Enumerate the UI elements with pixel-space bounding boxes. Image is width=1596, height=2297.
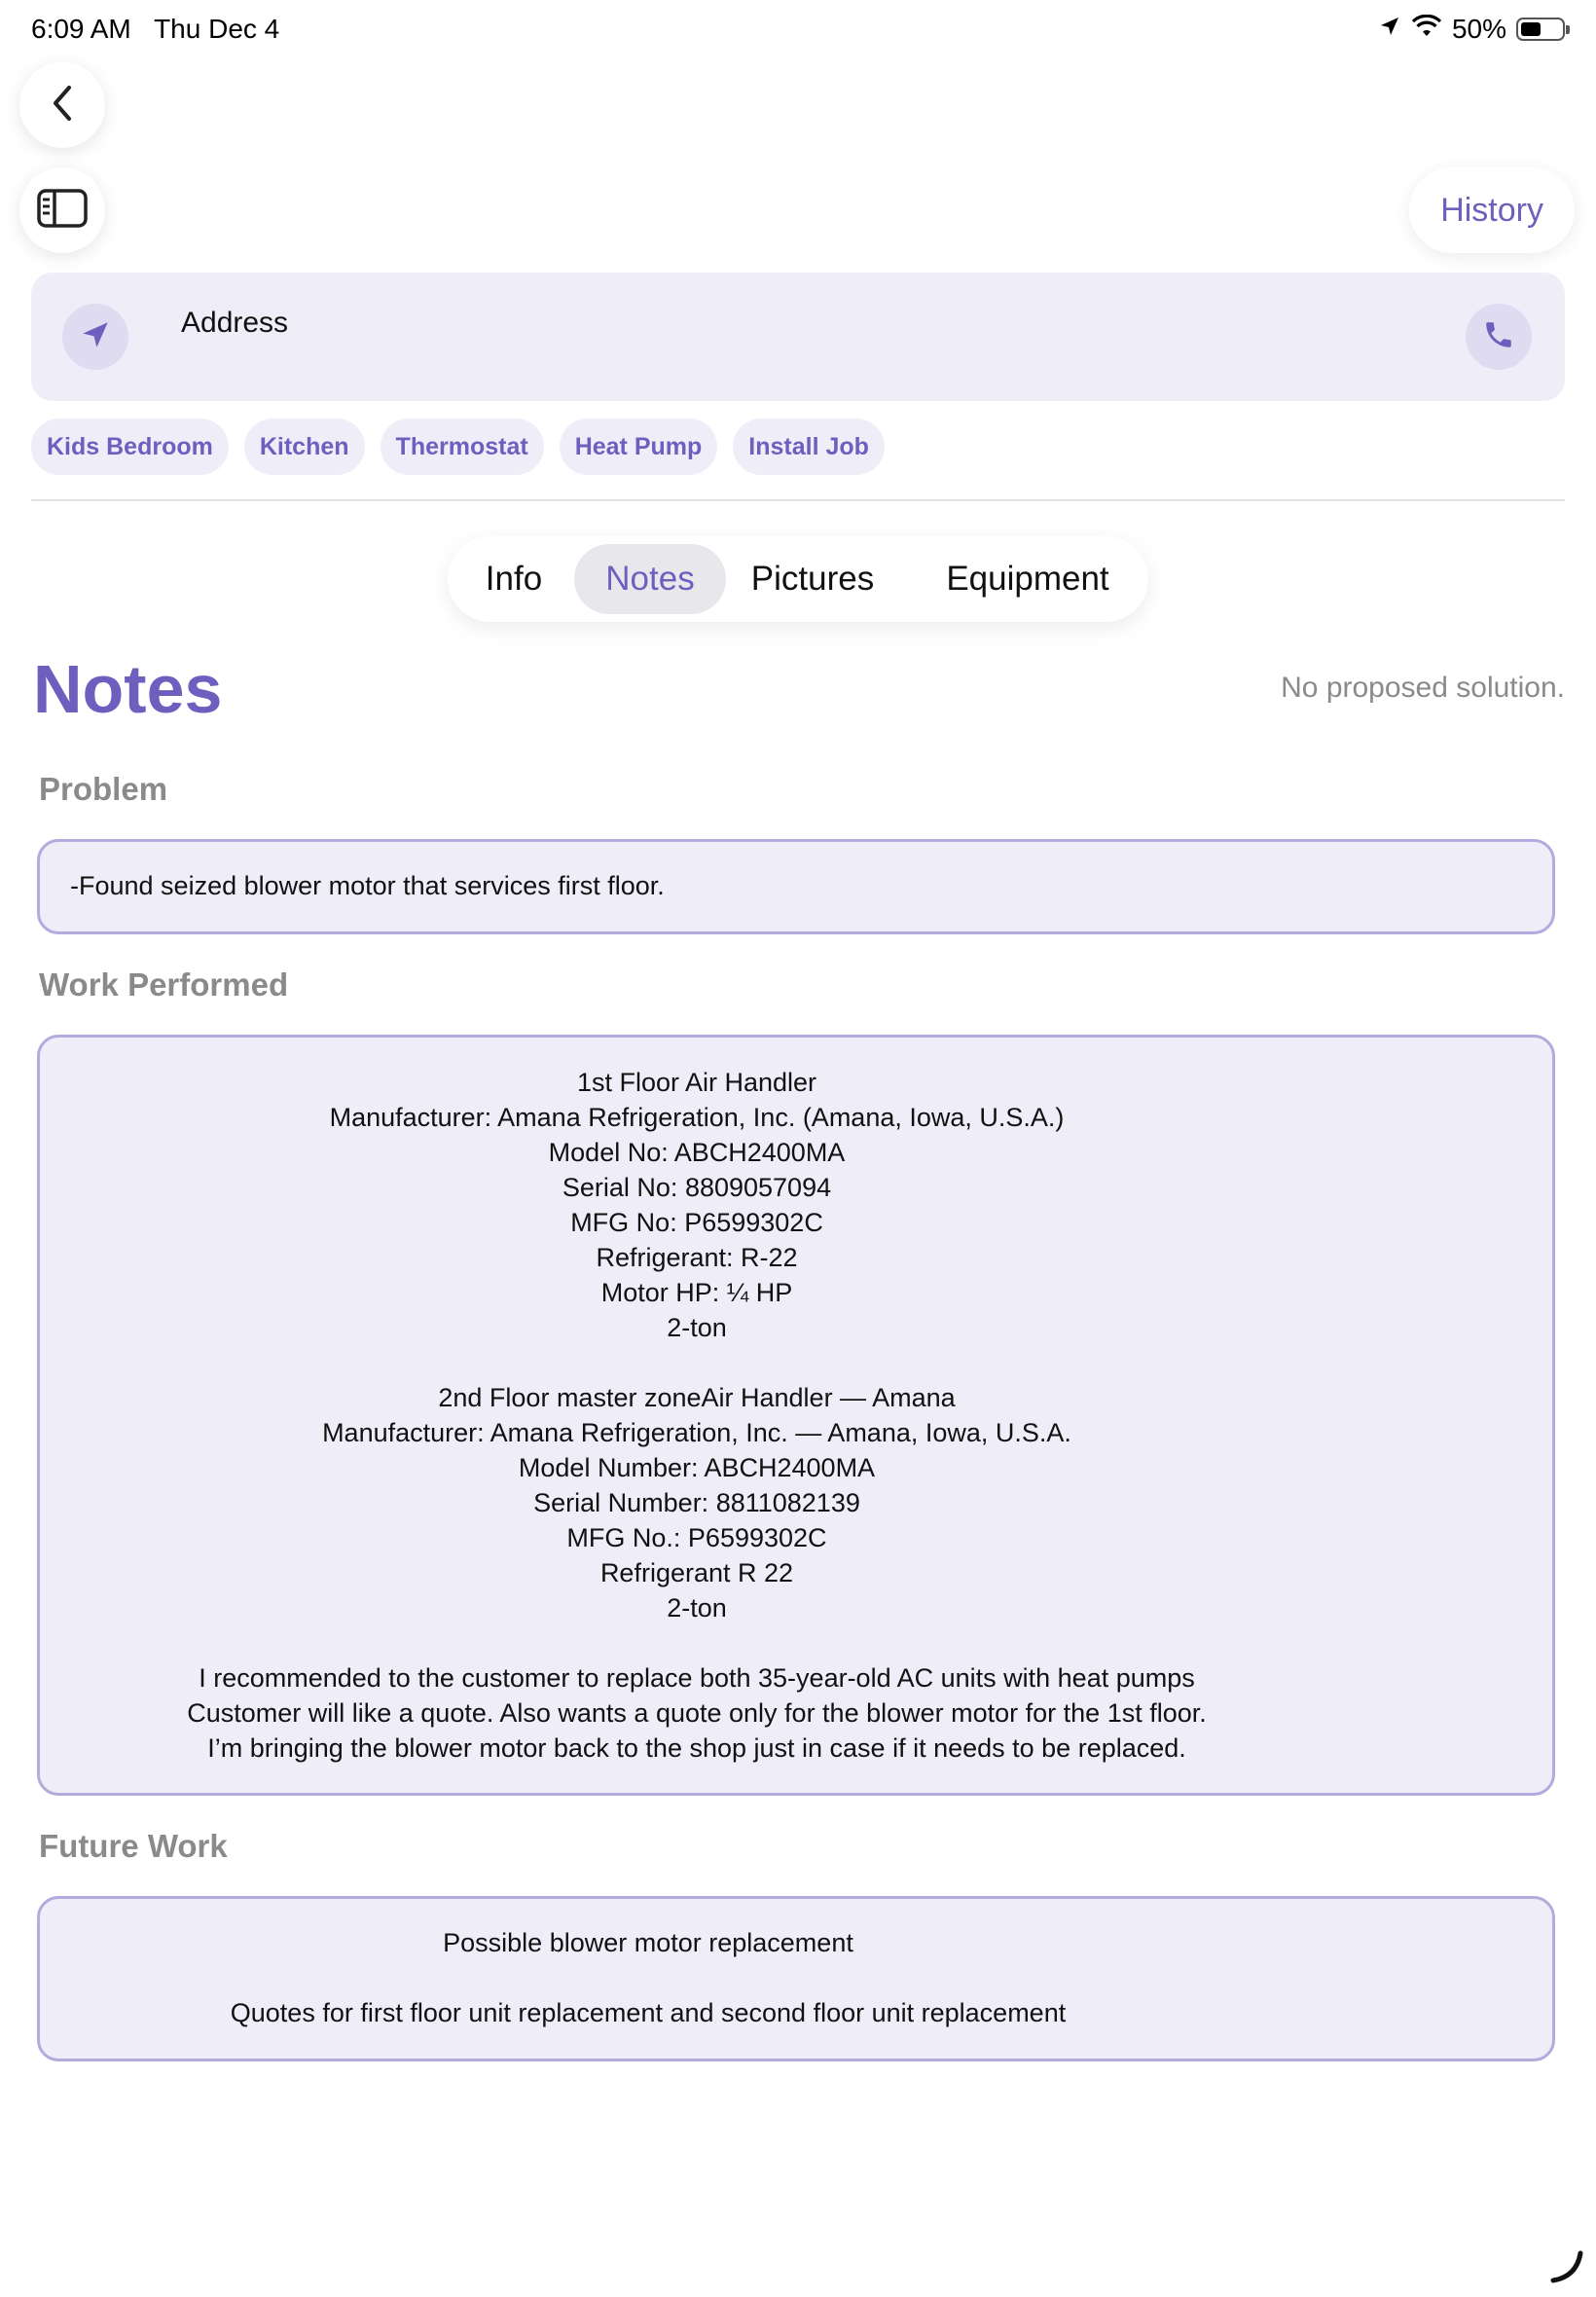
work-line: 2-ton: [667, 1313, 727, 1342]
status-clock: 6:09 AM: [31, 14, 131, 44]
tab-notes[interactable]: Notes: [574, 544, 726, 614]
chevron-left-icon: [48, 84, 77, 128]
status-indicators: [1378, 14, 1565, 45]
battery-fill: [1521, 22, 1541, 36]
proposed-solution-status: No proposed solution.: [1281, 672, 1565, 704]
tab-info[interactable]: Info: [485, 560, 543, 598]
work-line: [37, 1345, 1357, 1380]
back-button[interactable]: [19, 62, 105, 148]
work-line: 2nd Floor master zoneAir Handler — Amana: [438, 1383, 956, 1412]
history-button[interactable]: History: [1409, 167, 1575, 253]
tab-bar: [448, 536, 1148, 622]
divider: [31, 499, 1565, 501]
work-line: 1st Floor Air Handler: [576, 1068, 817, 1097]
work-line: Model Number: ABCH2400MA: [518, 1453, 876, 1482]
future-line: Quotes for first floor unit replacement and second floor unit replacement: [230, 1998, 1067, 2027]
battery-icon: [1516, 18, 1565, 41]
work-performed-text: [37, 1065, 1357, 1766]
navigate-button[interactable]: [62, 304, 128, 370]
battery-percent: 50%: [1451, 14, 1506, 44]
work-line: MFG No.: P6599302C: [566, 1523, 827, 1552]
tag-chip[interactable]: Kitchen: [244, 419, 365, 475]
work-line: Manufacturer: Amana Refrigeration, Inc. (Amana, Iowa, U.S.A.): [329, 1103, 1065, 1132]
status-time: [31, 14, 279, 45]
work-line: Serial Number: 8811082139: [533, 1488, 860, 1517]
future-work-text: [37, 1925, 1259, 2030]
tag-chip[interactable]: Heat Pump: [560, 419, 718, 475]
problem-label: Problem: [39, 771, 168, 807]
call-button[interactable]: [1466, 304, 1532, 370]
future-line: [37, 1960, 1259, 1995]
work-line: Refrigerant R 22: [599, 1558, 794, 1587]
work-line: Customer will like a quote. Also wants a quote only for the blower motor for the 1st floor.: [187, 1698, 1207, 1728]
tag-list: [31, 419, 885, 475]
resize-handle-icon[interactable]: [1547, 2247, 1586, 2291]
tag-chip[interactable]: Install Job: [733, 419, 885, 475]
work-line: Refrigerant: R-22: [596, 1243, 798, 1272]
problem-text: -Found seized blower motor that services first floor.: [70, 871, 665, 900]
work-line: MFG No: P6599302C: [570, 1208, 823, 1237]
location-arrow-icon: [1378, 14, 1401, 45]
address-label: Address: [181, 307, 289, 339]
future-line: Possible blower motor replacement: [443, 1928, 853, 1957]
work-line: 2-ton: [667, 1593, 727, 1622]
phone-icon: [1482, 318, 1515, 356]
navigation-arrow-icon: [79, 318, 112, 356]
work-line: I’m bringing the blower motor back to the shop just in case if it needs to be replaced.: [207, 1733, 1186, 1763]
tab-pictures[interactable]: Pictures: [750, 560, 875, 598]
work-line: Manufacturer: Amana Refrigeration, Inc. — Amana, Iowa, U.S.A.: [322, 1418, 1071, 1447]
tag-chip[interactable]: Thermostat: [381, 419, 544, 475]
work-line: Serial No: 8809057094: [562, 1173, 832, 1202]
wifi-icon: [1411, 14, 1442, 45]
sidebar-icon: [37, 189, 88, 233]
tab-equipment[interactable]: Equipment: [946, 560, 1109, 598]
sidebar-toggle-button[interactable]: [19, 167, 105, 253]
page-title: Notes: [33, 651, 223, 727]
future-work-label: Future Work: [39, 1828, 228, 1864]
work-line: Model No: ABCH2400MA: [548, 1138, 846, 1167]
work-line: [37, 1625, 1357, 1660]
work-performed-label: Work Performed: [39, 966, 289, 1003]
work-line: I recommended to the customer to replace both 35-year-old AC units with heat pumps: [199, 1663, 1195, 1693]
work-line: Motor HP: ¼ HP: [600, 1278, 793, 1307]
status-date: Thu Dec 4: [154, 14, 280, 44]
tag-chip[interactable]: Kids Bedroom: [31, 419, 229, 475]
